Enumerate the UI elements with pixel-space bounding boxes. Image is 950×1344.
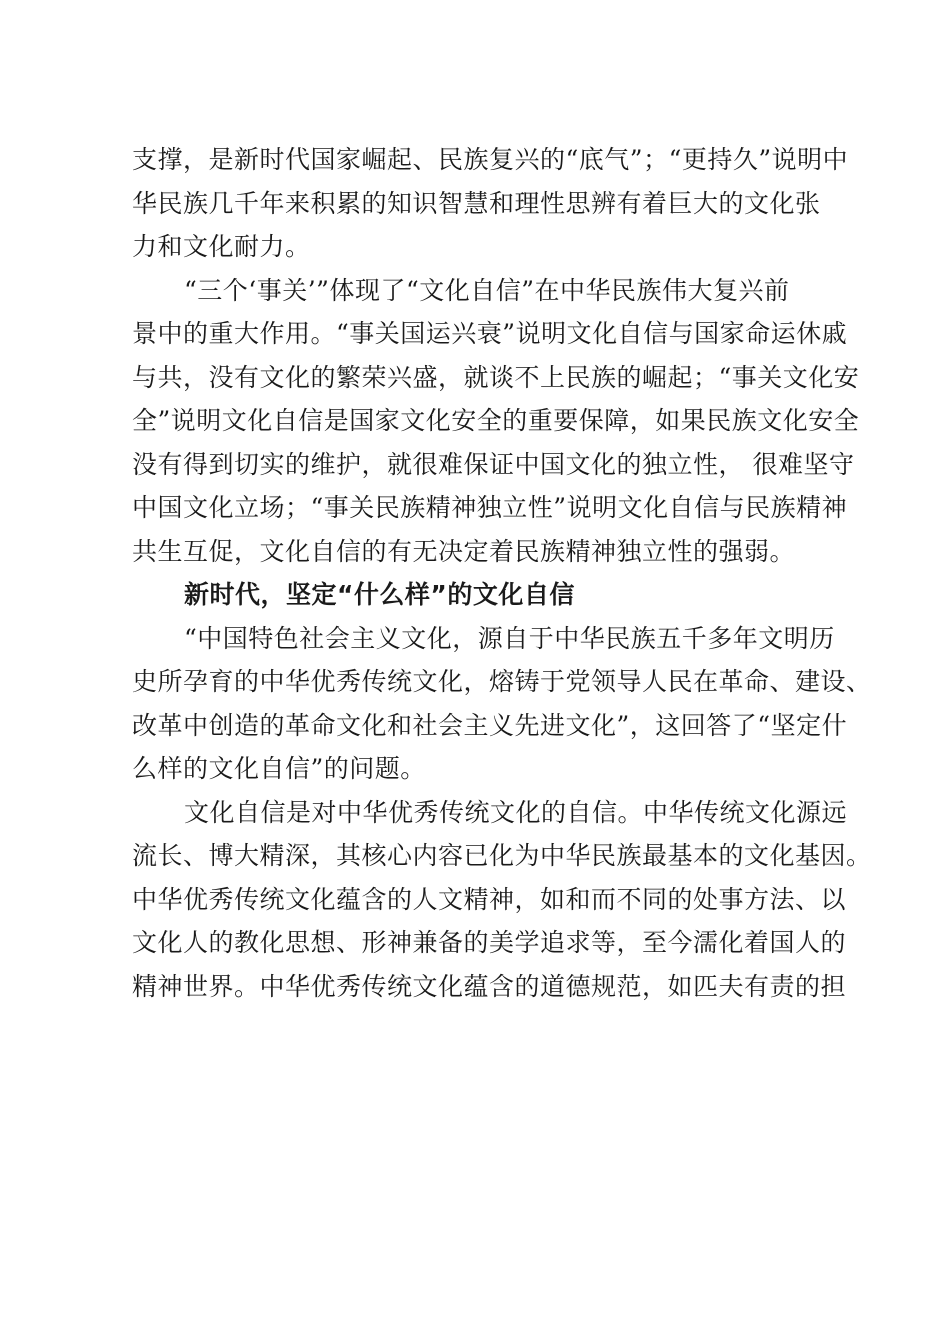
paragraph-4	[132, 791, 872, 1009]
paragraph-1	[132, 138, 852, 269]
paragraph-line: 支撑，是新时代国家崛起、民族复兴的“底气”；“更持久”说明中	[132, 145, 849, 174]
section-heading: 新时代，坚定“什么样”的文化自信	[184, 580, 575, 609]
document-body	[132, 138, 872, 1008]
paragraph-line: 与共，没有文化的繁荣兴盛，就谈不上民族的崛起；“事关文化安	[132, 362, 860, 392]
paragraph-line: “三个‘事关’”体现了“文化自信”在中华民族伟大复兴前	[184, 275, 790, 305]
paragraph-line: 文化人的教化思想、形神兼备的美学追求等，至今濡化着国人的	[132, 928, 847, 957]
paragraph-line: 精神世界。中华优秀传统文化蕴含的道德规范，如匹夫有责的担	[132, 971, 847, 1001]
paragraph-line: “中国特色社会主义文化，源自于中华民族五千多年文明历	[184, 623, 835, 653]
paragraph-line: 中国文化立场；“事关民族精神独立性”说明文化自信与民族精神	[132, 493, 848, 522]
paragraph-line: 么样的文化自信”的问题。	[132, 754, 426, 783]
paragraph-line: 景中的重大作用。“事关国运兴衰”说明文化自信与国家命运休戚	[132, 319, 848, 348]
paragraph-line: 没有得到切实的维护，就很难保证中国文化的独立性， 很难坚守	[132, 449, 855, 479]
paragraph-2	[132, 269, 860, 574]
paragraph-line: 史所孕育的中华优秀传统文化，熔铸于党领导人民在革命、建设、	[132, 667, 872, 696]
paragraph-3	[132, 617, 872, 791]
paragraph-line: 流长、博大精深，其核心内容已化为中华民族最基本的文化基因。	[132, 841, 872, 870]
paragraph-line: 华民族几千年来积累的知识智慧和理性思辨有着巨大的文化张	[132, 188, 821, 218]
paragraph-line: 改革中创造的革命文化和社会主义先进文化”，这回答了“坚定什	[132, 710, 848, 740]
paragraph-line: 中华优秀传统文化蕴含的人文精神，如和而不同的处事方法、以	[132, 884, 847, 914]
paragraph-line: 共生互促，文化自信的有无决定着民族精神独立性的强弱。	[132, 536, 796, 566]
paragraph-line: 全”说明文化自信是国家文化安全的重要保障，如果民族文化安全	[132, 406, 860, 435]
paragraph-line: 文化自信是对中华优秀传统文化的自信。中华传统文化源远	[184, 797, 848, 827]
paragraph-line: 力和文化耐力。	[132, 232, 311, 261]
